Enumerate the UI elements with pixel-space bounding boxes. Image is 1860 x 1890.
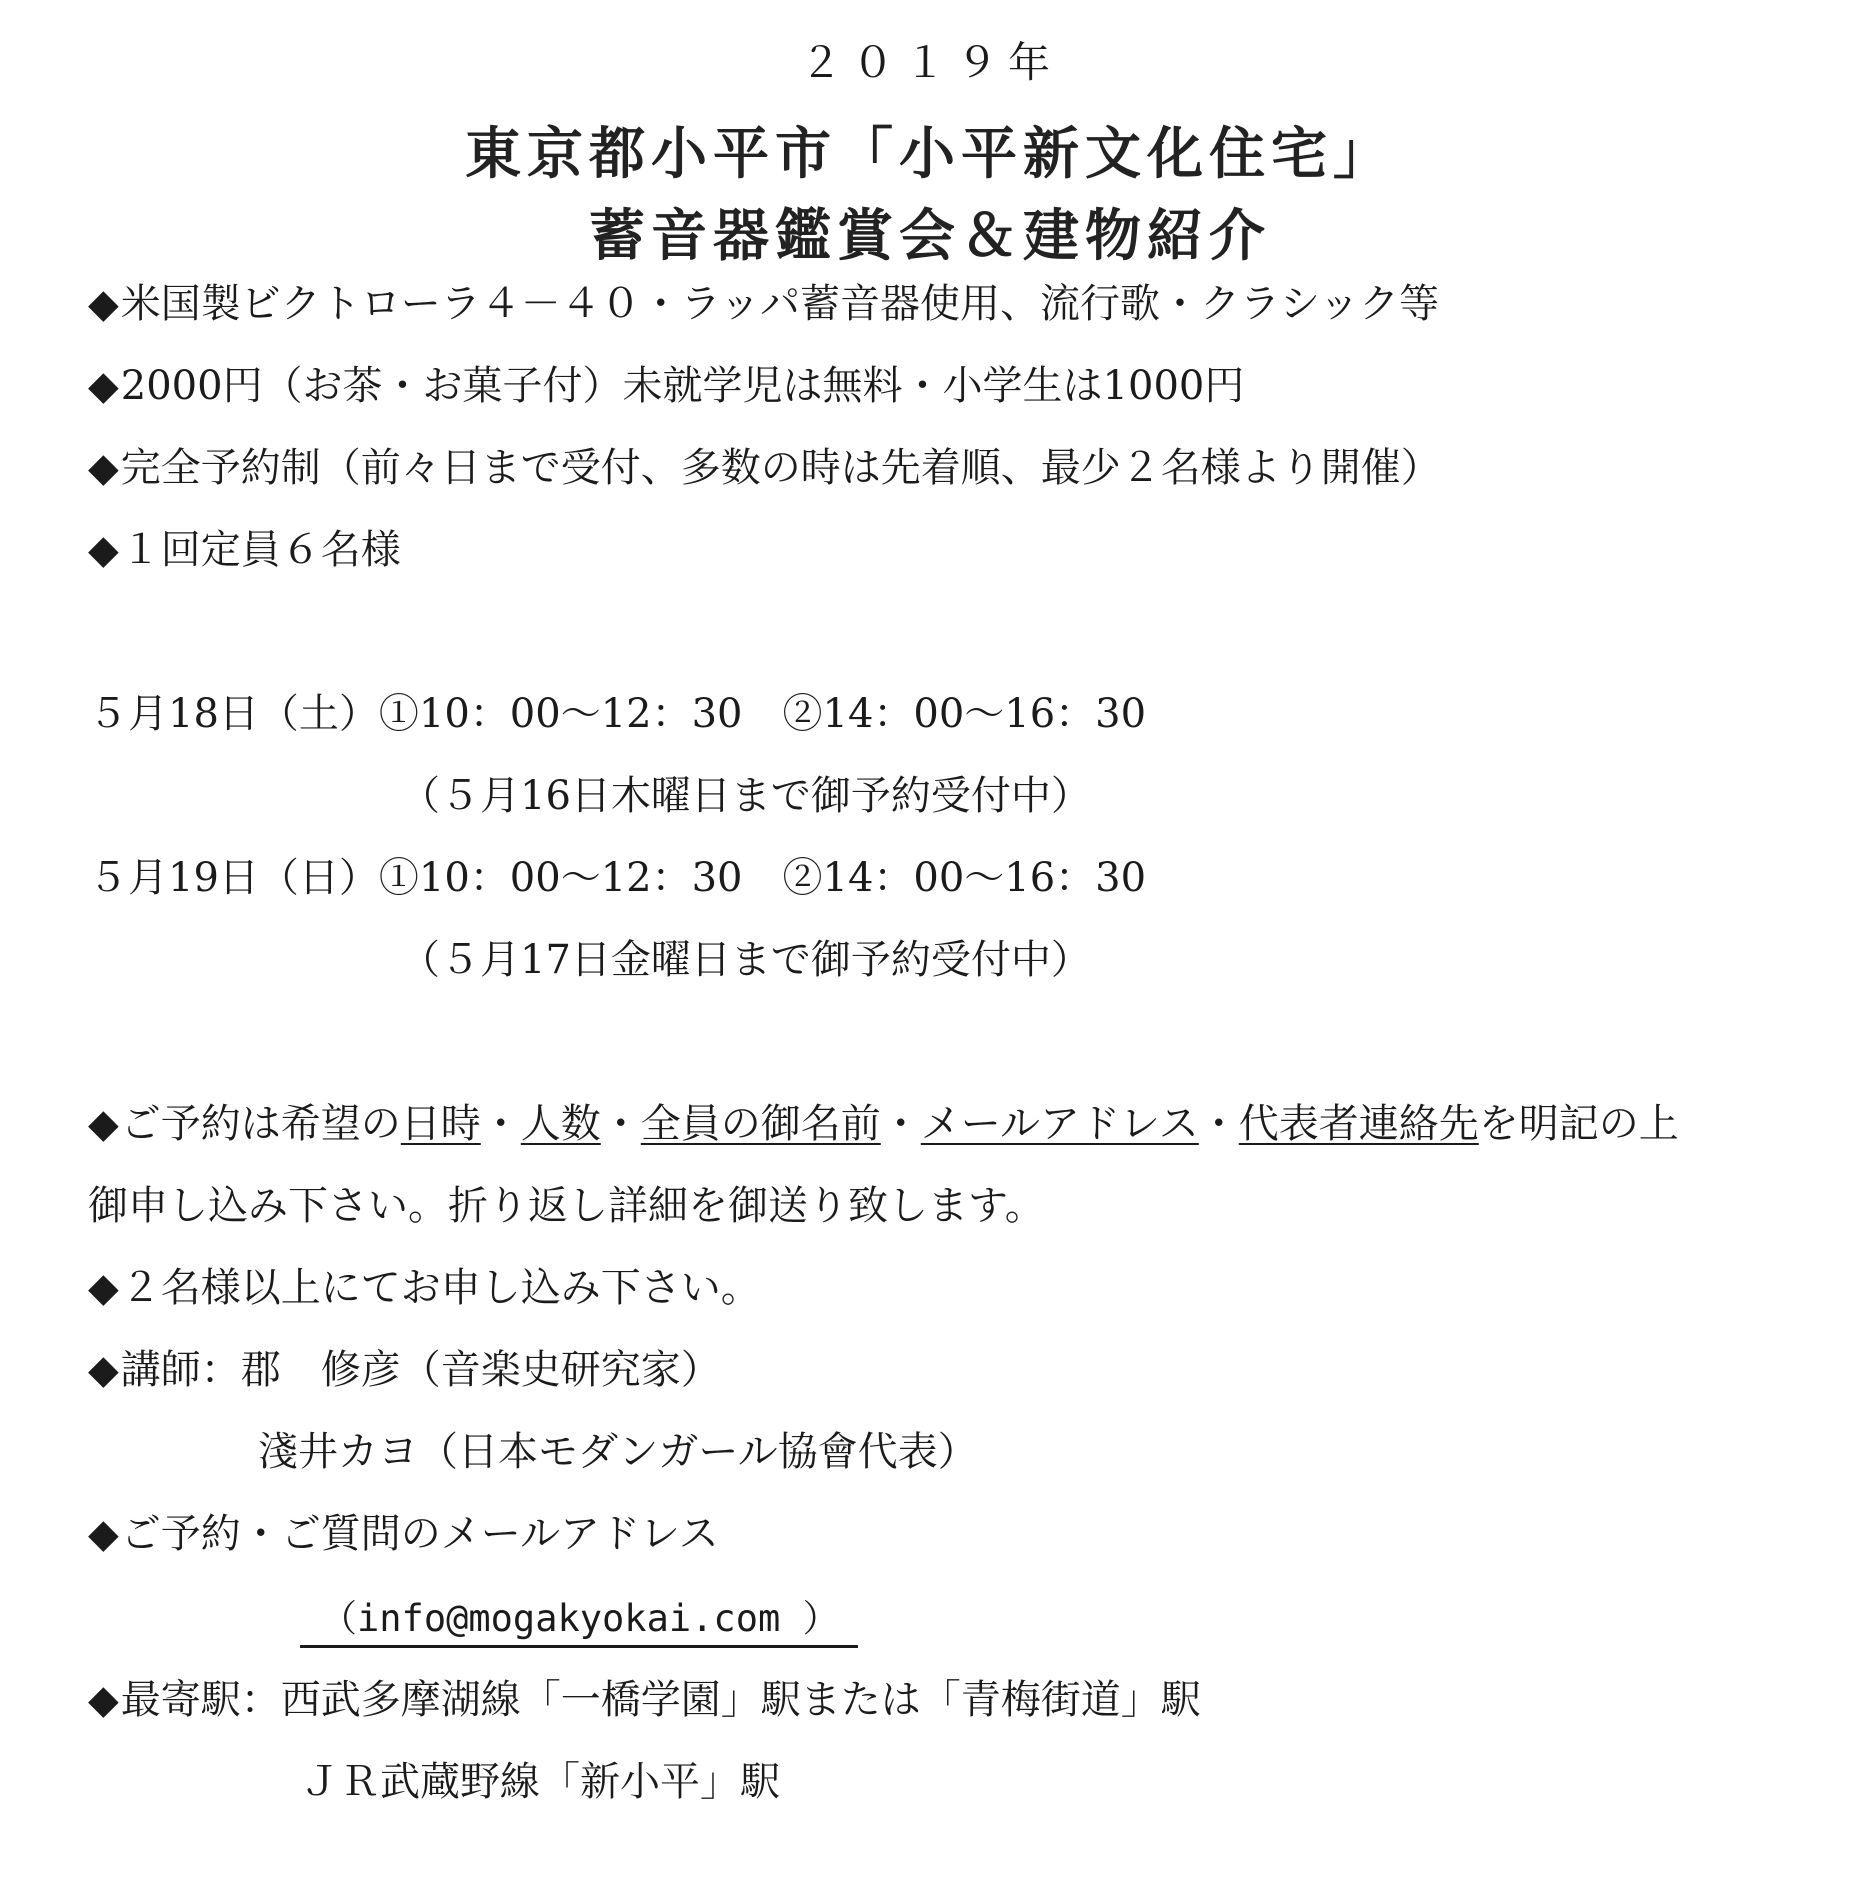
diamond-bullet-icon: ◆ — [88, 1265, 119, 1311]
nearest-station-text: 最寄駅：西武多摩湖線「一橋学園」駅または「青梅街道」駅 — [120, 1677, 1201, 1723]
diamond-bullet-icon: ◆ — [88, 445, 119, 491]
info-item-reservation-system — [88, 444, 1441, 492]
minimum-people-text: ２名様以上にてお申し込み下さい。 — [120, 1265, 761, 1311]
reservation-suffix: を明記の上 — [1478, 1101, 1679, 1147]
reservation-prefix: ご予約は希望の — [120, 1101, 401, 1147]
info-item-phonograph — [88, 280, 1439, 328]
separator: ・ — [880, 1101, 921, 1147]
lecturer-1 — [88, 1346, 721, 1394]
diamond-bullet-icon: ◆ — [88, 1347, 119, 1393]
diamond-bullet-icon: ◆ — [88, 1677, 119, 1723]
lecturer-label: 講師： — [120, 1347, 241, 1393]
contact-label-text: ご予約・ご質問のメールアドレス — [120, 1511, 719, 1557]
info-text: 完全予約制（前々日まで受付、多数の時は先着順、最少２名様より開催） — [120, 445, 1441, 491]
info-text: 米国製ビクトローラ４－４０・ラッパ蓄音器使用、流行歌・クラシック等 — [120, 281, 1440, 327]
event-title: 東京都小平市「小平新文化住宅」 — [465, 122, 1395, 187]
diamond-bullet-icon: ◆ — [88, 363, 119, 409]
contact-label — [88, 1510, 719, 1558]
nearest-station-jr: ＪＲ武蔵野線「新小平」駅 — [300, 1759, 780, 1805]
diamond-bullet-icon: ◆ — [88, 527, 119, 573]
separator: ・ — [1198, 1101, 1239, 1147]
reservation-instructions-cont: 御申し込み下さい。折り返し詳細を御送り致します。 — [88, 1183, 1045, 1229]
schedule-day-1-note: （５月16日木曜日まで御予約受付中） — [400, 773, 1091, 819]
reservation-instructions — [88, 1100, 1679, 1148]
diamond-bullet-icon: ◆ — [88, 1511, 119, 1557]
diamond-bullet-icon: ◆ — [88, 1101, 119, 1147]
info-item-price — [88, 362, 1244, 410]
schedule-day-2-note: （５月17日金曜日まで御予約受付中） — [400, 937, 1091, 983]
event-subtitle: 蓄音器鑑賞会＆建物紹介 — [589, 204, 1271, 269]
field-datetime: 日時 — [400, 1101, 481, 1147]
field-headcount: 人数 — [520, 1101, 601, 1147]
diamond-bullet-icon: ◆ — [88, 281, 119, 327]
info-text: １回定員６名様 — [120, 527, 401, 573]
minimum-people — [88, 1264, 761, 1312]
lecturer-name: 郡 修彦（音楽史研究家） — [240, 1347, 721, 1393]
schedule-day-1: ５月18日（土）①10：00～12：30 ②14：00～16：30 — [88, 691, 1147, 737]
schedule-day-2: ５月19日（日）①10：00～12：30 ②14：00～16：30 — [88, 855, 1147, 901]
nearest-station — [88, 1676, 1201, 1724]
field-email: メールアドレス — [920, 1101, 1199, 1147]
contact-email-row — [300, 1594, 858, 1648]
event-year: ２０１９年 — [799, 38, 1060, 87]
separator: ・ — [600, 1101, 641, 1147]
info-text: 2000円（お茶・お菓子付）未就学児は無料・小学生は1000円 — [120, 363, 1245, 409]
separator: ・ — [480, 1101, 521, 1147]
info-item-capacity — [88, 526, 401, 574]
lecturer-2: 淺井カヨ（日本モダンガール協會代表） — [258, 1429, 978, 1475]
field-representative-contact: 代表者連絡先 — [1238, 1101, 1479, 1147]
contact-email: （info@mogakyokai.com ） — [300, 1597, 858, 1648]
field-all-names: 全員の御名前 — [640, 1101, 881, 1147]
